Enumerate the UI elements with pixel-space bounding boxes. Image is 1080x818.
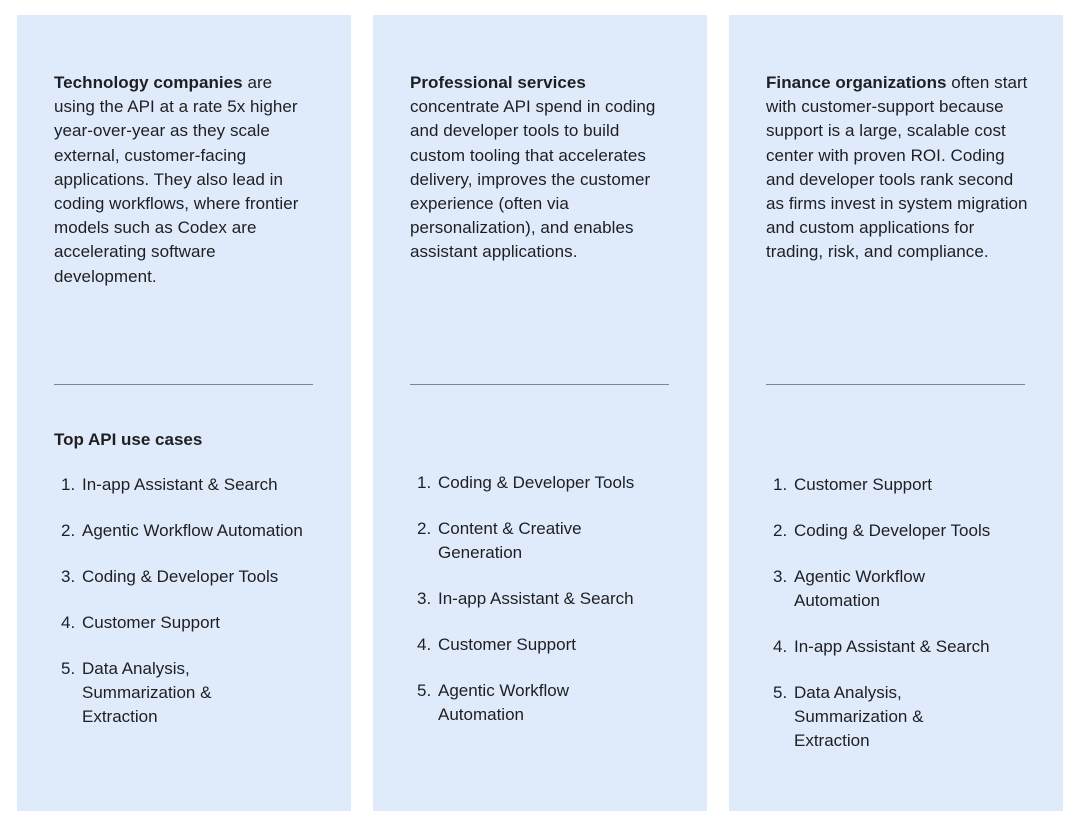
item-label: Agentic Workflow Automation <box>794 567 926 610</box>
item-label: Agentic Workflow Automation <box>438 681 570 724</box>
list-item <box>61 473 311 497</box>
item-label: Content & Creative Generation <box>438 519 582 562</box>
list-item <box>773 519 1023 543</box>
item-label: Coding & Developer Tools <box>438 473 635 492</box>
item-number: 4. <box>61 613 76 632</box>
intro-paragraph <box>766 71 1028 265</box>
use-case-list <box>417 471 667 749</box>
intro-body: are using the API at a rate 5x higher year-over-year as they scale external, customer-facing applications. They also lead in coding workflows, where frontier models such as Codex are accelerating software development. <box>54 73 299 286</box>
intro-paragraph <box>410 71 672 265</box>
list-item <box>773 565 1023 613</box>
intro-paragraph <box>54 71 316 289</box>
item-number: 3. <box>417 589 432 608</box>
list-item <box>773 681 1023 753</box>
list-item <box>61 611 311 635</box>
intro-lead: Technology companies <box>54 73 243 92</box>
item-number: 2. <box>773 521 788 540</box>
professional-services-card <box>373 15 707 811</box>
item-number: 1. <box>417 473 432 492</box>
item-label: In-app Assistant & Search <box>794 637 990 656</box>
intro-body: often start with customer-support because support is a large, scalable cost center with proven ROI. Coding and developer tools rank second as firms invest in system migration and custom applications for trading, risk, and compliance. <box>766 73 1028 262</box>
list-item <box>417 633 667 657</box>
list-item <box>61 657 311 729</box>
item-label: In-app Assistant & Search <box>82 475 278 494</box>
item-label: Customer Support <box>82 613 220 632</box>
finance-organizations-card <box>729 15 1063 811</box>
item-number: 3. <box>773 567 788 586</box>
list-item <box>773 635 1023 659</box>
divider <box>766 384 1025 385</box>
item-number: 1. <box>773 475 788 494</box>
item-label: In-app Assistant & Search <box>438 589 634 608</box>
item-number: 4. <box>417 635 432 654</box>
list-item <box>417 587 667 611</box>
item-number: 5. <box>61 659 76 678</box>
list-item <box>417 517 667 565</box>
item-number: 1. <box>61 475 76 494</box>
item-number: 2. <box>417 519 432 538</box>
divider <box>54 384 313 385</box>
item-number: 3. <box>61 567 76 586</box>
item-label: Coding & Developer Tools <box>794 521 991 540</box>
item-number: 4. <box>773 637 788 656</box>
list-item <box>773 473 1023 497</box>
list-item <box>61 565 311 589</box>
item-number: 5. <box>417 681 432 700</box>
divider <box>410 384 669 385</box>
list-title: Top API use cases <box>54 430 203 449</box>
list-item <box>61 519 311 543</box>
item-label: Coding & Developer Tools <box>82 567 279 586</box>
item-number: 5. <box>773 683 788 702</box>
intro-lead: Finance organizations <box>766 73 947 92</box>
item-number: 2. <box>61 521 76 540</box>
use-case-list <box>773 473 1023 775</box>
technology-companies-card <box>17 15 351 811</box>
intro-lead: Professional services <box>410 73 586 92</box>
item-label: Customer Support <box>438 635 576 654</box>
list-item <box>417 679 667 727</box>
use-case-list <box>61 473 311 751</box>
item-label: Agentic Workflow Automation <box>82 521 303 540</box>
item-label: Data Analysis, Summarization & Extraction <box>82 659 212 726</box>
item-label: Data Analysis, Summarization & Extraction <box>794 683 924 750</box>
list-item <box>417 471 667 495</box>
item-label: Customer Support <box>794 475 932 494</box>
intro-body: concentrate API spend in coding and developer tools to build custom tooling that accelerates delivery, improves the customer experience (often via personalization), and enables assistant applications. <box>410 97 656 262</box>
